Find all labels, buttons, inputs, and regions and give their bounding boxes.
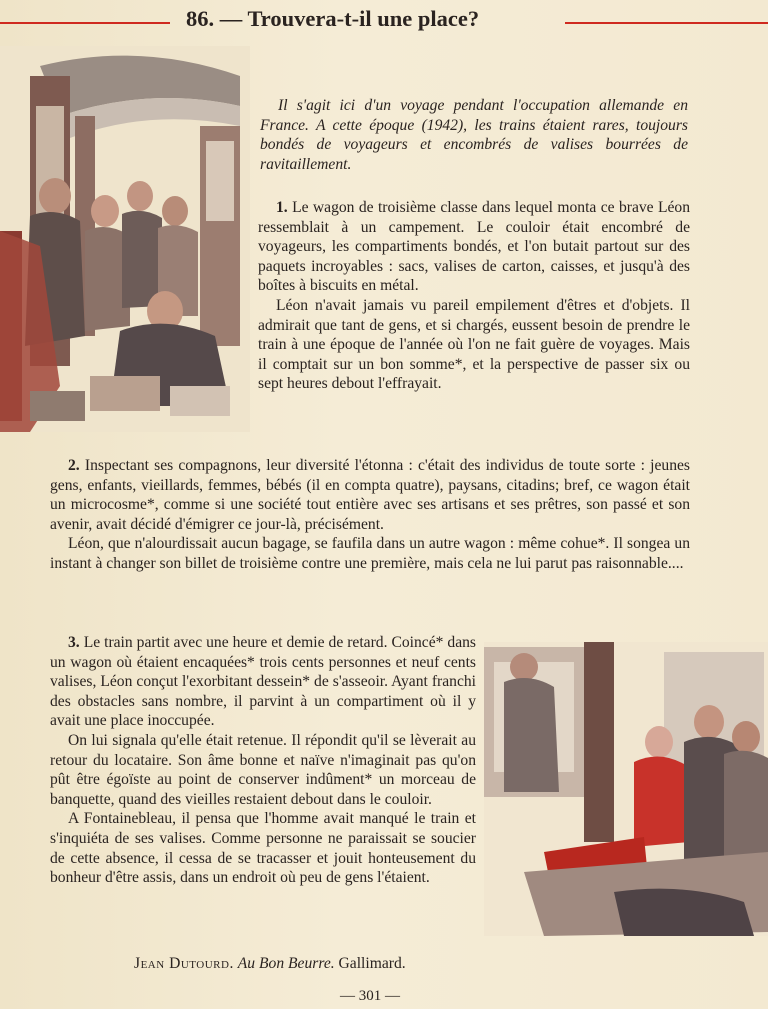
intro-text: Il s'agit ici d'un voyage pendant l'occupation allemande en France. A cette époque (1942), les trains étaient rares, toujours bondés de voyageurs et encombrés de valises bourrées de ravitaillement. bbox=[260, 97, 688, 173]
section-2-para-1 bbox=[50, 456, 690, 534]
page-number: — 301 — bbox=[340, 988, 400, 1004]
section-text: Le train partit avec une heure et demie de retard. Coincé* dans un wagon où étaient encaquées* trois cents personnes et neuf cents valises, Léon conçut l'exorbitant dessein* de s'asseoir. Ayant franchi des obstacles sans nombre, il parvint à un compartiment où il y avait une place inoccupée. bbox=[50, 634, 476, 730]
section-number: 2. bbox=[68, 457, 80, 474]
section-3 bbox=[50, 633, 476, 888]
section-3-para-3: A Fontainebleau, il pensa que l'homme avait manqué le train et s'inquiéta de ses valises. Comme personne ne paraissait se soucier de cette absence, il cessa de se tracasser et jouit honteusement du bonheur d'être assis, dans un endroit où peu de gens l'étaient. bbox=[50, 810, 476, 887]
illustration-compartment bbox=[484, 642, 768, 936]
section-1-para-1 bbox=[258, 198, 690, 296]
illustration-crowded-corridor bbox=[0, 46, 250, 432]
section-text: Le wagon de troisième classe dans lequel monta ce brave Léon ressemblait à un campement. Le couloir était encombré de voyageurs, les compartiments bondés, et l'on butait partout sur des paquets incroyables : sacs, valises de carton, caisses, et jusqu'à des boîtes à biscuits en métal. bbox=[258, 199, 690, 295]
section-2-para-2: Léon, que n'alourdissait aucun bagage, se faufila dans un autre wagon : même cohue*. Il songea un instant à changer son billet de troisième contre une première, mais cela ne lui parut pas raisonnable.... bbox=[50, 535, 690, 572]
page-title: 86. — Trouvera-t-il une place? bbox=[186, 6, 480, 31]
section-3-para-2: On lui signala qu'elle était retenue. Il répondit qu'il se lèverait au retour du locataire. Son âme bonne et naïve n'imaginait pas qu'on pût être égoïste au point de conserver indûment* un morceau de banquette, quand des vieilles restaient debout dans le couloir. bbox=[50, 731, 476, 808]
source-credit bbox=[134, 955, 406, 973]
header-rule-right bbox=[565, 22, 768, 24]
credit-publisher: Gallimard. bbox=[338, 955, 406, 972]
section-2 bbox=[50, 456, 690, 574]
section-number: 3. bbox=[68, 634, 80, 651]
section-1-para-2: Léon n'avait jamais vu pareil empilement d'êtres et d'objets. Il admirait que tant de gens, et si chargés, eussent besoin de prendre le train à une époque de l'année où l'on ne fait guère de voyages. Mais il comptait sur un bon somme*, et la perspective de passer six ou sept heures debout l'effrayait. bbox=[258, 296, 690, 393]
credit-author: Jean Dutourd. bbox=[134, 955, 234, 972]
section-number: 1. bbox=[276, 199, 288, 216]
header-rule-left bbox=[0, 22, 170, 24]
section-3-para-1 bbox=[50, 633, 476, 731]
intro-paragraph bbox=[260, 96, 688, 174]
section-text: Inspectant ses compagnons, leur diversité l'étonna : c'était des individus de toute sorte : jeunes gens, enfants, vieillards, femmes, bébés (il en compta quatre), paysans, citadins; bref, ce wagon était un microcosme*, comme si une société tout entière avec ses artisans et ses prêtres, son passé et son avenir, avait décidé d'émigrer ce jour-là, précisément. bbox=[50, 457, 691, 533]
credit-book: Au Bon Beurre. bbox=[237, 955, 335, 972]
section-1 bbox=[258, 198, 690, 394]
